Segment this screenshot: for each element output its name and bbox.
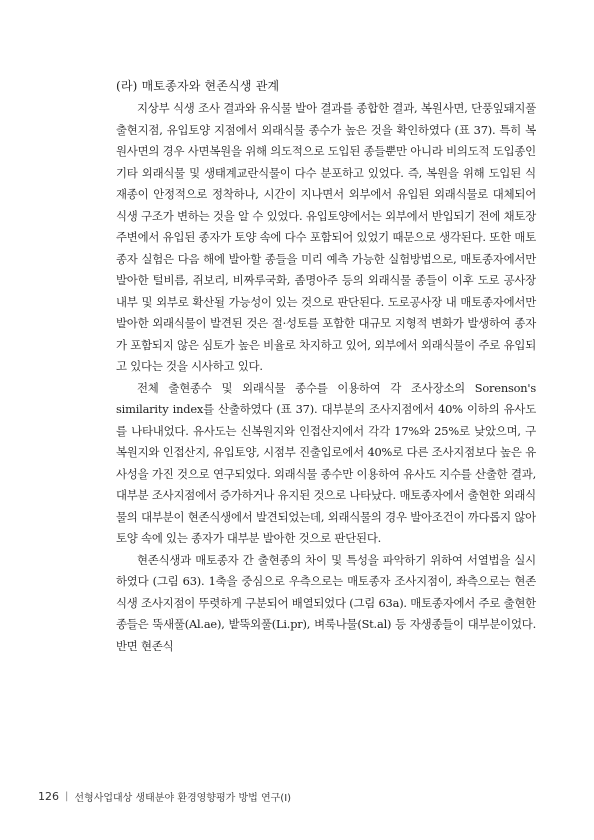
- section-heading: (라) 매토종자와 현존식생 관계: [116, 79, 280, 93]
- running-title: 선형사업대상 생태분야 환경영향평가 방법 연구(Ⅰ): [74, 793, 292, 804]
- paragraph-2: 전체 출현종수 및 외래식물 종수를 이용하여 각 조사장소의 Sorenson's similarity index를 산출하였다 (표 37). 대부분의 조사지점에서 40% 이하의 유사도를 나타내었다. 유사도는 신복원지와 인접산지에서 각각 17%와 25%로 낮았으며, 구복원지와 인접산지, 유입토양, 시점부 진출입로에서 40%로 다른 조사지점보다 높은 유사성을 가진 것으로 연구되었다. 외래식물 종수만 이용하여 유사도 지수를 산출한 결과, 대부분 조사지점에서 증가하거나 유지된 것으로 나타났다. 매토종자에서 출현한 외래식물의 대부분이 현존식생에서 발견되었는데, 외래식물의 경우 발아조건이 까다롭지 않아 토양 속에 있는 종자가 대부분 발아한 것으로 판단된다.: [116, 380, 536, 545]
- body-text: [116, 98, 536, 657]
- footer-separator: |: [65, 791, 69, 802]
- page-footer: [38, 789, 291, 804]
- paragraph-1: 지상부 식생 조사 결과와 유식물 발아 결과를 종합한 결과, 복원사면, 단풍잎돼지풀 출현지점, 유입토양 지점에서 외래식물 종수가 높은 것을 확인하였다 (표 37). 특히 복원사면의 경우 사면복원을 위해 의도적으로 도입된 종들뿐만 아니라 비의도적 도입종인 기타 외래식물 및 생태계교란식물이 다수 분포하고 있었다. 즉, 복원을 위해 도입된 식재종이 안정적으로 정착하나, 시간이 지나면서 외부에서 유입된 외래식물로 대체되어 식생 구조가 변하는 것을 알 수 있었다. 유입토양에서는 외부에서 반입되기 전에 채토장 주변에서 유입된 종자가 토양 속에 다수 포함되어 있었기 때문으로 생각된다. 또한 매토종자 실험은 다음 해에 발아할 종들을 미리 예측 가능한 실험방법으로, 매토종자에서만 발아한 털비름, 쥐보리, 비짜루국화, 좀명아주 등의 외래식물 종들이 이후 도로 공사장 내부 및 외부로 확산될 가능성이 있는 것으로 판단된다. 도로공사장 내 매토종자에서만 발아한 외래식물이 발견된 것은 절·성토를 포함한 대규모 지형적 변화가 발생하여 종자가 포함되지 않은 심토가 높은 비율로 차지하고 있어, 외부에서 외래식물이 주로 유입되고 있다는 것을 시사하고 있다.: [116, 101, 536, 373]
- page-number: 126: [38, 790, 59, 803]
- paragraph-3: 현존식생과 매토종자 간 출현종의 차이 및 특성을 파악하기 위하여 서열법을 실시하였다 (그림 63). 1축을 중심으로 우측으로는 매토종자 조사지점이, 좌측으로는 현존식생 조사지점이 뚜렷하게 구분되어 배열되었다 (그림 63a). 매토종자에서 주로 출현한 종들은 뚝새풀(Al.ae), 밭뚝외풀(Li.pr), 벼룩나물(St.al) 등 자생종들이 대부분이었다. 반면 현존식: [116, 552, 536, 653]
